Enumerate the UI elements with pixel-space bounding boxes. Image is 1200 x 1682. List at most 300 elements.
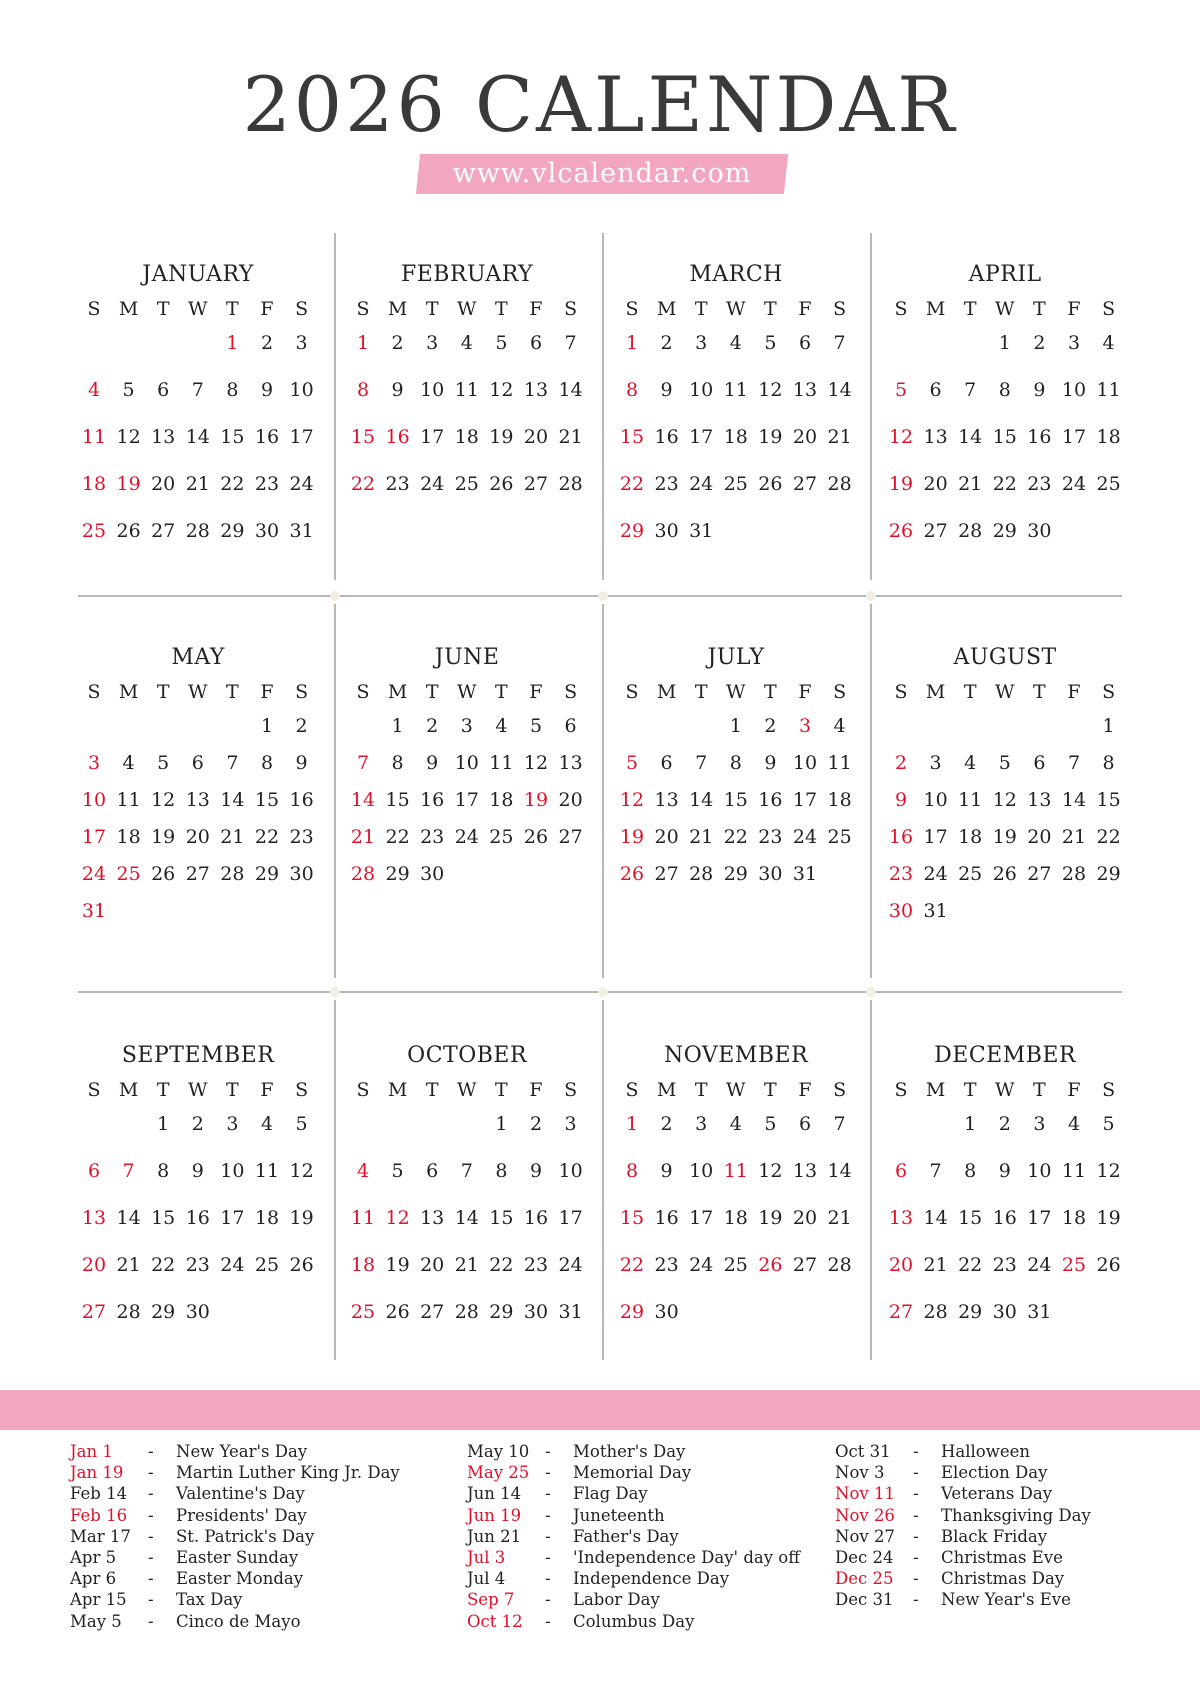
- day-cell[interactable]: 15: [619, 1207, 645, 1229]
- day-cell[interactable]: 26: [758, 1254, 783, 1276]
- day-cell[interactable]: 27: [888, 1301, 914, 1323]
- day-cell[interactable]: 9: [894, 789, 908, 811]
- day-cell[interactable]: 26: [116, 520, 141, 542]
- day-cell[interactable]: 14: [1061, 789, 1087, 811]
- day-cell[interactable]: 25: [958, 863, 983, 885]
- day-cell[interactable]: 17: [689, 426, 714, 448]
- day-cell[interactable]: 29: [489, 1301, 514, 1323]
- day-cell[interactable]: 24: [289, 473, 314, 495]
- day-cell[interactable]: 22: [619, 1254, 645, 1276]
- day-cell[interactable]: 15: [1096, 789, 1121, 811]
- day-cell[interactable]: 29: [151, 1301, 176, 1323]
- day-cell[interactable]: 30: [654, 1301, 679, 1323]
- day-cell[interactable]: 25: [723, 1254, 748, 1276]
- day-cell[interactable]: 15: [723, 789, 748, 811]
- day-cell[interactable]: 9: [660, 379, 673, 401]
- day-cell[interactable]: 29: [619, 1301, 645, 1323]
- day-cell[interactable]: 27: [81, 1301, 107, 1323]
- day-cell[interactable]: 29: [619, 520, 645, 542]
- day-cell[interactable]: 18: [81, 473, 107, 495]
- day-cell[interactable]: 5: [1102, 1113, 1115, 1135]
- day-cell[interactable]: 13: [420, 1207, 445, 1229]
- day-cell[interactable]: 21: [350, 826, 376, 848]
- day-cell[interactable]: 29: [1096, 863, 1121, 885]
- day-cell[interactable]: 16: [992, 1207, 1017, 1229]
- day-cell[interactable]: 28: [689, 863, 714, 885]
- day-cell[interactable]: 25: [116, 863, 141, 885]
- day-cell[interactable]: 27: [558, 826, 583, 848]
- day-cell[interactable]: 13: [654, 789, 679, 811]
- day-cell[interactable]: 21: [185, 473, 210, 495]
- day-cell[interactable]: 7: [122, 1160, 135, 1182]
- day-cell[interactable]: 28: [350, 863, 376, 885]
- day-cell[interactable]: 11: [827, 752, 852, 774]
- day-cell[interactable]: 21: [923, 1254, 948, 1276]
- day-cell[interactable]: 17: [792, 789, 818, 811]
- day-cell[interactable]: 13: [923, 426, 948, 448]
- day-cell[interactable]: 14: [185, 426, 210, 448]
- day-cell[interactable]: 17: [689, 1207, 714, 1229]
- day-cell[interactable]: 15: [220, 426, 245, 448]
- day-cell[interactable]: 18: [958, 826, 983, 848]
- day-cell[interactable]: 1: [625, 332, 639, 354]
- day-cell[interactable]: 30: [185, 1301, 210, 1323]
- day-cell[interactable]: 27: [792, 1254, 818, 1276]
- day-cell[interactable]: 3: [695, 1113, 708, 1135]
- day-cell[interactable]: 14: [220, 789, 245, 811]
- day-cell[interactable]: 18: [1096, 426, 1121, 448]
- day-cell[interactable]: 9: [295, 752, 308, 774]
- day-cell[interactable]: 5: [764, 332, 777, 354]
- day-cell[interactable]: 23: [1027, 473, 1052, 495]
- day-cell[interactable]: 8: [356, 379, 370, 401]
- day-cell[interactable]: 20: [523, 426, 549, 448]
- day-cell[interactable]: 18: [116, 826, 141, 848]
- day-cell[interactable]: 4: [729, 332, 742, 354]
- day-cell[interactable]: 1: [356, 332, 370, 354]
- day-cell[interactable]: 14: [116, 1207, 141, 1229]
- day-cell[interactable]: 1: [625, 1113, 639, 1135]
- day-cell[interactable]: 16: [385, 426, 410, 448]
- day-cell[interactable]: 19: [489, 426, 514, 448]
- day-cell[interactable]: 31: [289, 520, 314, 542]
- day-cell[interactable]: 25: [489, 826, 514, 848]
- day-cell[interactable]: 13: [558, 752, 583, 774]
- day-cell[interactable]: 26: [385, 1301, 410, 1323]
- day-cell[interactable]: 1: [260, 715, 274, 737]
- day-cell[interactable]: 30: [888, 900, 914, 922]
- day-cell[interactable]: 12: [116, 426, 141, 448]
- day-cell[interactable]: 12: [758, 379, 783, 401]
- day-cell[interactable]: 2: [260, 332, 274, 354]
- day-cell[interactable]: 19: [1096, 1207, 1121, 1229]
- day-cell[interactable]: 8: [998, 379, 1011, 401]
- day-cell[interactable]: 27: [654, 863, 679, 885]
- day-cell[interactable]: 21: [454, 1254, 479, 1276]
- day-cell[interactable]: 13: [792, 379, 818, 401]
- day-cell[interactable]: 14: [689, 789, 714, 811]
- day-cell[interactable]: 20: [185, 826, 210, 848]
- day-cell[interactable]: 29: [220, 520, 245, 542]
- day-cell[interactable]: 16: [758, 789, 783, 811]
- day-cell[interactable]: 19: [888, 473, 914, 495]
- day-cell[interactable]: 19: [385, 1254, 410, 1276]
- day-cell[interactable]: 29: [992, 520, 1017, 542]
- day-cell[interactable]: 2: [295, 715, 308, 737]
- day-cell[interactable]: 15: [489, 1207, 514, 1229]
- website-url[interactable]: www.vlcalendar.com: [452, 158, 752, 189]
- day-cell[interactable]: 12: [151, 789, 176, 811]
- day-cell[interactable]: 8: [1102, 752, 1115, 774]
- day-cell[interactable]: 6: [894, 1160, 908, 1182]
- day-cell[interactable]: 4: [833, 715, 846, 737]
- day-cell[interactable]: 24: [1027, 1254, 1052, 1276]
- day-cell[interactable]: 27: [1027, 863, 1052, 885]
- day-cell[interactable]: 6: [157, 379, 170, 401]
- day-cell[interactable]: 24: [792, 826, 818, 848]
- day-cell[interactable]: 19: [151, 826, 176, 848]
- day-cell[interactable]: 14: [923, 1207, 948, 1229]
- day-cell[interactable]: 11: [489, 752, 514, 774]
- day-cell[interactable]: 24: [454, 826, 479, 848]
- day-cell[interactable]: 7: [964, 379, 977, 401]
- day-cell[interactable]: 1: [998, 332, 1011, 354]
- day-cell[interactable]: 14: [827, 379, 852, 401]
- day-cell[interactable]: 8: [625, 379, 639, 401]
- day-cell[interactable]: 25: [827, 826, 852, 848]
- day-cell[interactable]: 20: [81, 1254, 107, 1276]
- day-cell[interactable]: 7: [356, 752, 370, 774]
- day-cell[interactable]: 27: [923, 520, 948, 542]
- day-cell[interactable]: 7: [226, 752, 239, 774]
- day-cell[interactable]: 25: [1061, 1254, 1087, 1276]
- day-cell[interactable]: 31: [923, 900, 948, 922]
- day-cell[interactable]: 22: [723, 826, 748, 848]
- day-cell[interactable]: 9: [191, 1160, 204, 1182]
- day-cell[interactable]: 12: [619, 789, 645, 811]
- day-cell[interactable]: 13: [1027, 789, 1052, 811]
- day-cell[interactable]: 19: [992, 826, 1017, 848]
- day-cell[interactable]: 1: [391, 715, 404, 737]
- day-cell[interactable]: 18: [827, 789, 852, 811]
- day-cell[interactable]: 22: [385, 826, 410, 848]
- day-cell[interactable]: 6: [529, 332, 543, 354]
- day-cell[interactable]: 12: [385, 1207, 410, 1229]
- day-cell[interactable]: 25: [254, 1254, 280, 1276]
- day-cell[interactable]: 4: [729, 1113, 742, 1135]
- day-cell[interactable]: 4: [460, 332, 473, 354]
- day-cell[interactable]: 18: [454, 426, 479, 448]
- day-cell[interactable]: 16: [185, 1207, 210, 1229]
- day-cell[interactable]: 20: [792, 426, 818, 448]
- day-cell[interactable]: 17: [220, 1207, 245, 1229]
- day-cell[interactable]: 7: [564, 332, 577, 354]
- day-cell[interactable]: 7: [191, 379, 204, 401]
- day-cell[interactable]: 13: [185, 789, 210, 811]
- day-cell[interactable]: 2: [660, 332, 673, 354]
- day-cell[interactable]: 5: [894, 379, 908, 401]
- day-cell[interactable]: 4: [87, 379, 101, 401]
- day-cell[interactable]: 18: [254, 1207, 280, 1229]
- day-cell[interactable]: 6: [660, 752, 673, 774]
- day-cell[interactable]: 30: [289, 863, 314, 885]
- day-cell[interactable]: 1: [729, 715, 742, 737]
- day-cell[interactable]: 18: [723, 1207, 748, 1229]
- day-cell[interactable]: 5: [625, 752, 639, 774]
- day-cell[interactable]: 10: [558, 1160, 583, 1182]
- day-cell[interactable]: 30: [758, 863, 783, 885]
- day-cell[interactable]: 10: [420, 379, 445, 401]
- day-cell[interactable]: 12: [523, 752, 549, 774]
- day-cell[interactable]: 9: [426, 752, 439, 774]
- day-cell[interactable]: 13: [792, 1160, 818, 1182]
- day-cell[interactable]: 29: [385, 863, 410, 885]
- day-cell[interactable]: 5: [391, 1160, 404, 1182]
- day-cell[interactable]: 3: [564, 1113, 577, 1135]
- day-cell[interactable]: 23: [523, 1254, 549, 1276]
- day-cell[interactable]: 5: [122, 379, 135, 401]
- day-cell[interactable]: 26: [289, 1254, 314, 1276]
- day-cell[interactable]: 27: [151, 520, 176, 542]
- day-cell[interactable]: 28: [1061, 863, 1087, 885]
- day-cell[interactable]: 24: [923, 863, 948, 885]
- day-cell[interactable]: 17: [81, 826, 107, 848]
- day-cell[interactable]: 28: [185, 520, 210, 542]
- day-cell[interactable]: 8: [964, 1160, 977, 1182]
- day-cell[interactable]: 23: [888, 863, 914, 885]
- day-cell[interactable]: 29: [254, 863, 280, 885]
- day-cell[interactable]: 23: [385, 473, 410, 495]
- day-cell[interactable]: 11: [350, 1207, 376, 1229]
- day-cell[interactable]: 4: [495, 715, 508, 737]
- day-cell[interactable]: 14: [558, 379, 583, 401]
- day-cell[interactable]: 15: [151, 1207, 176, 1229]
- day-cell[interactable]: 8: [495, 1160, 508, 1182]
- day-cell[interactable]: 24: [420, 473, 445, 495]
- day-cell[interactable]: 5: [495, 332, 508, 354]
- day-cell[interactable]: 5: [529, 715, 543, 737]
- day-cell[interactable]: 20: [923, 473, 948, 495]
- day-cell[interactable]: 25: [454, 473, 479, 495]
- day-cell[interactable]: 19: [758, 1207, 783, 1229]
- day-cell[interactable]: 10: [81, 789, 107, 811]
- day-cell[interactable]: 23: [185, 1254, 210, 1276]
- day-cell[interactable]: 12: [289, 1160, 314, 1182]
- day-cell[interactable]: 2: [764, 715, 777, 737]
- day-cell[interactable]: 18: [723, 426, 748, 448]
- day-cell[interactable]: 20: [420, 1254, 445, 1276]
- day-cell[interactable]: 21: [827, 426, 852, 448]
- day-cell[interactable]: 11: [723, 1160, 748, 1182]
- day-cell[interactable]: 5: [295, 1113, 308, 1135]
- day-cell[interactable]: 3: [929, 752, 942, 774]
- day-cell[interactable]: 10: [923, 789, 948, 811]
- day-cell[interactable]: 16: [254, 426, 280, 448]
- day-cell[interactable]: 22: [992, 473, 1017, 495]
- day-cell[interactable]: 16: [654, 426, 679, 448]
- day-cell[interactable]: 15: [958, 1207, 983, 1229]
- day-cell[interactable]: 7: [929, 1160, 942, 1182]
- day-cell[interactable]: 30: [1027, 520, 1052, 542]
- day-cell[interactable]: 3: [460, 715, 473, 737]
- day-cell[interactable]: 26: [992, 863, 1017, 885]
- day-cell[interactable]: 24: [1061, 473, 1087, 495]
- day-cell[interactable]: 10: [1061, 379, 1087, 401]
- day-cell[interactable]: 5: [998, 752, 1011, 774]
- day-cell[interactable]: 7: [1067, 752, 1081, 774]
- day-cell[interactable]: 10: [689, 1160, 714, 1182]
- day-cell[interactable]: 24: [558, 1254, 583, 1276]
- day-cell[interactable]: 24: [220, 1254, 245, 1276]
- day-cell[interactable]: 3: [1067, 332, 1081, 354]
- day-cell[interactable]: 26: [758, 473, 783, 495]
- day-cell[interactable]: 3: [695, 332, 708, 354]
- day-cell[interactable]: 22: [619, 473, 645, 495]
- day-cell[interactable]: 9: [998, 1160, 1011, 1182]
- day-cell[interactable]: 17: [420, 426, 445, 448]
- day-cell[interactable]: 28: [958, 520, 983, 542]
- day-cell[interactable]: 22: [254, 826, 280, 848]
- day-cell[interactable]: 21: [220, 826, 245, 848]
- day-cell[interactable]: 11: [1061, 1160, 1087, 1182]
- day-cell[interactable]: 16: [1027, 426, 1052, 448]
- day-cell[interactable]: 5: [157, 752, 170, 774]
- day-cell[interactable]: 16: [523, 1207, 549, 1229]
- day-cell[interactable]: 17: [289, 426, 314, 448]
- day-cell[interactable]: 23: [992, 1254, 1017, 1276]
- day-cell[interactable]: 25: [1096, 473, 1121, 495]
- day-cell[interactable]: 28: [923, 1301, 948, 1323]
- day-cell[interactable]: 12: [489, 379, 514, 401]
- day-cell[interactable]: 28: [116, 1301, 141, 1323]
- day-cell[interactable]: 26: [151, 863, 176, 885]
- day-cell[interactable]: 6: [87, 1160, 101, 1182]
- day-cell[interactable]: 7: [460, 1160, 473, 1182]
- day-cell[interactable]: 19: [289, 1207, 314, 1229]
- day-cell[interactable]: 4: [122, 752, 135, 774]
- day-cell[interactable]: 18: [489, 789, 514, 811]
- day-cell[interactable]: 22: [1096, 826, 1121, 848]
- day-cell[interactable]: 6: [191, 752, 204, 774]
- day-cell[interactable]: 4: [964, 752, 977, 774]
- day-cell[interactable]: 24: [689, 1254, 714, 1276]
- day-cell[interactable]: 25: [723, 473, 748, 495]
- day-cell[interactable]: 10: [289, 379, 314, 401]
- day-cell[interactable]: 9: [391, 379, 404, 401]
- day-cell[interactable]: 12: [1096, 1160, 1121, 1182]
- day-cell[interactable]: 22: [350, 473, 376, 495]
- day-cell[interactable]: 27: [185, 863, 210, 885]
- day-cell[interactable]: 8: [729, 752, 742, 774]
- day-cell[interactable]: 3: [1033, 1113, 1046, 1135]
- day-cell[interactable]: 15: [385, 789, 410, 811]
- day-cell[interactable]: 6: [1033, 752, 1046, 774]
- day-cell[interactable]: 1: [226, 332, 239, 354]
- day-cell[interactable]: 2: [426, 715, 439, 737]
- day-cell[interactable]: 9: [529, 1160, 543, 1182]
- day-cell[interactable]: 30: [992, 1301, 1017, 1323]
- day-cell[interactable]: 19: [523, 789, 549, 811]
- day-cell[interactable]: 13: [523, 379, 549, 401]
- day-cell[interactable]: 6: [426, 1160, 439, 1182]
- day-cell[interactable]: 28: [454, 1301, 479, 1323]
- day-cell[interactable]: 3: [798, 715, 812, 737]
- day-cell[interactable]: 4: [1102, 332, 1115, 354]
- day-cell[interactable]: 10: [220, 1160, 245, 1182]
- day-cell[interactable]: 1: [1102, 715, 1115, 737]
- day-cell[interactable]: 15: [619, 426, 645, 448]
- day-cell[interactable]: 20: [654, 826, 679, 848]
- day-cell[interactable]: 18: [1061, 1207, 1087, 1229]
- day-cell[interactable]: 2: [894, 752, 908, 774]
- day-cell[interactable]: 25: [81, 520, 107, 542]
- day-cell[interactable]: 6: [929, 379, 942, 401]
- day-cell[interactable]: 9: [1033, 379, 1046, 401]
- day-cell[interactable]: 31: [792, 863, 818, 885]
- day-cell[interactable]: 21: [558, 426, 583, 448]
- day-cell[interactable]: 2: [998, 1113, 1011, 1135]
- day-cell[interactable]: 11: [454, 379, 479, 401]
- day-cell[interactable]: 4: [356, 1160, 370, 1182]
- day-cell[interactable]: 22: [958, 1254, 983, 1276]
- day-cell[interactable]: 21: [1061, 826, 1087, 848]
- day-cell[interactable]: 26: [888, 520, 914, 542]
- day-cell[interactable]: 17: [558, 1207, 583, 1229]
- day-cell[interactable]: 28: [220, 863, 245, 885]
- day-cell[interactable]: 29: [723, 863, 748, 885]
- day-cell[interactable]: 22: [489, 1254, 514, 1276]
- day-cell[interactable]: 10: [689, 379, 714, 401]
- day-cell[interactable]: 5: [764, 1113, 777, 1135]
- day-cell[interactable]: 3: [87, 752, 101, 774]
- day-cell[interactable]: 14: [454, 1207, 479, 1229]
- day-cell[interactable]: 28: [827, 473, 852, 495]
- day-cell[interactable]: 15: [254, 789, 280, 811]
- day-cell[interactable]: 22: [151, 1254, 176, 1276]
- day-cell[interactable]: 3: [295, 332, 308, 354]
- day-cell[interactable]: 14: [958, 426, 983, 448]
- day-cell[interactable]: 10: [1027, 1160, 1052, 1182]
- day-cell[interactable]: 1: [157, 1113, 170, 1135]
- day-cell[interactable]: 11: [1096, 379, 1121, 401]
- day-cell[interactable]: 9: [260, 379, 274, 401]
- day-cell[interactable]: 2: [391, 332, 404, 354]
- day-cell[interactable]: 7: [695, 752, 708, 774]
- day-cell[interactable]: 10: [454, 752, 479, 774]
- day-cell[interactable]: 27: [420, 1301, 445, 1323]
- day-cell[interactable]: 31: [81, 900, 107, 922]
- day-cell[interactable]: 2: [529, 1113, 543, 1135]
- day-cell[interactable]: 1: [495, 1113, 508, 1135]
- day-cell[interactable]: 26: [1096, 1254, 1121, 1276]
- day-cell[interactable]: 12: [888, 426, 914, 448]
- day-cell[interactable]: 8: [260, 752, 274, 774]
- day-cell[interactable]: 21: [827, 1207, 852, 1229]
- day-cell[interactable]: 17: [923, 826, 948, 848]
- day-cell[interactable]: 12: [992, 789, 1017, 811]
- day-cell[interactable]: 27: [792, 473, 818, 495]
- day-cell[interactable]: 9: [764, 752, 777, 774]
- day-cell[interactable]: 7: [833, 1113, 846, 1135]
- day-cell[interactable]: 2: [1033, 332, 1046, 354]
- day-cell[interactable]: 23: [758, 826, 783, 848]
- day-cell[interactable]: 26: [489, 473, 514, 495]
- day-cell[interactable]: 30: [654, 520, 679, 542]
- day-cell[interactable]: 9: [660, 1160, 673, 1182]
- day-cell[interactable]: 26: [523, 826, 549, 848]
- day-cell[interactable]: 21: [689, 826, 714, 848]
- day-cell[interactable]: 16: [888, 826, 914, 848]
